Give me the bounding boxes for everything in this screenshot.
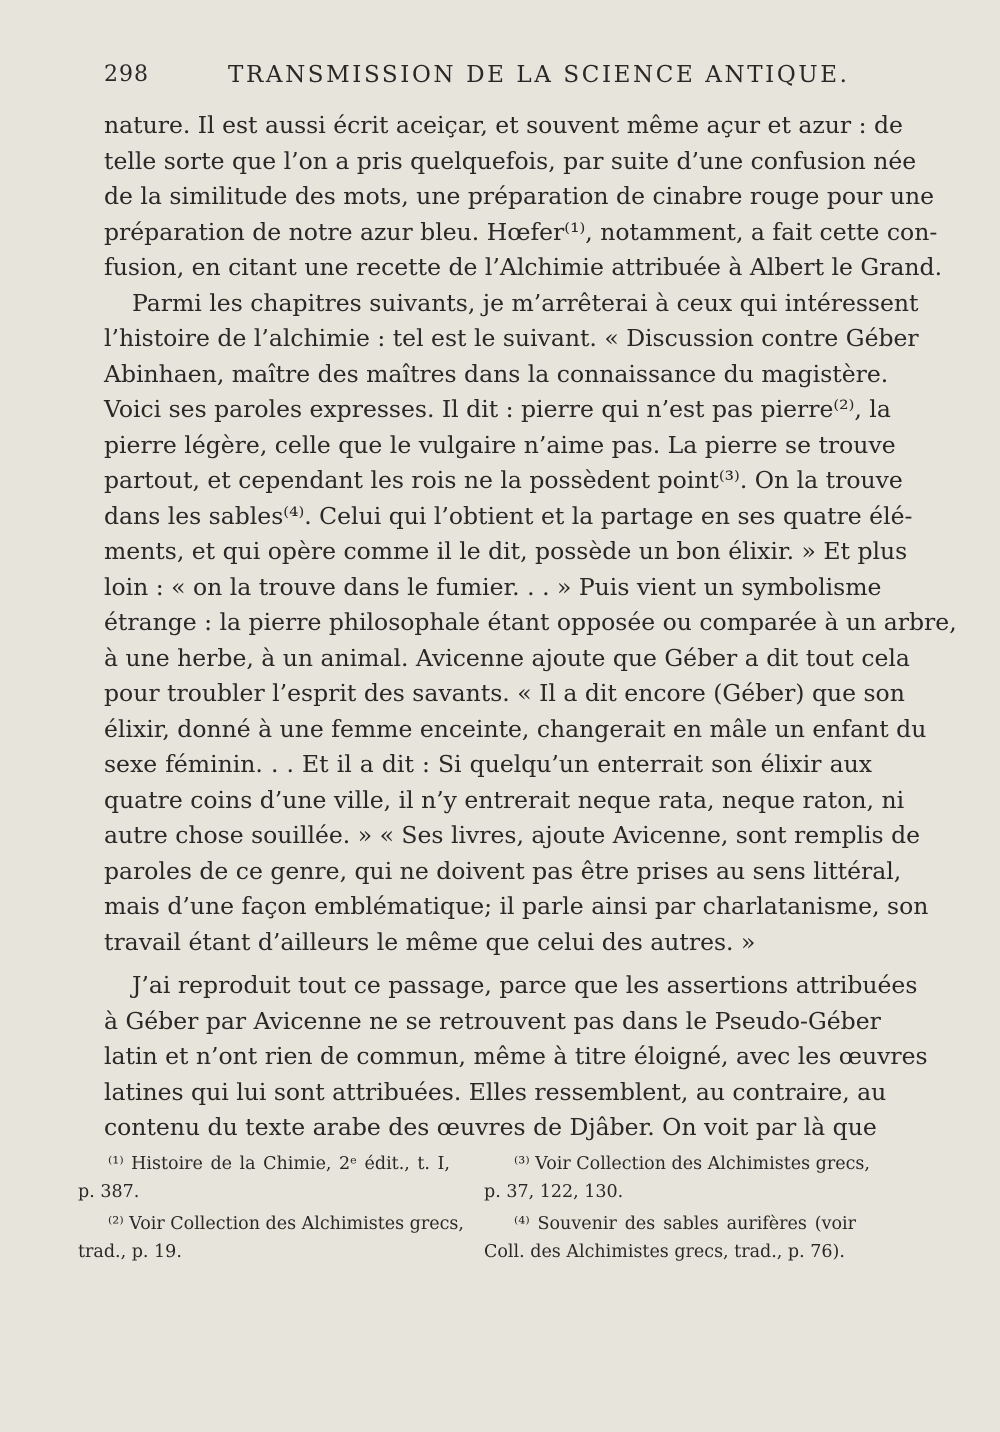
- body-line: l’histoire de l’alchimie : tel est le suivant. « Discussion contre Géber: [104, 324, 919, 352]
- body-line: J’ai reproduit tout ce passage, parce que les assertions attribuées: [132, 971, 918, 999]
- body-line: sexe féminin. . . Et il a dit : Si quelqu’un enterrait son élixir aux: [104, 750, 872, 778]
- body-line: telle sorte que l’on a pris quelquefois, par suite d’une confusion née: [104, 146, 917, 175]
- body-line: étrange : la pierre philosophale étant opposée ou comparée à un arbre,: [104, 608, 957, 636]
- body-line: de la similitude des mots, une préparation de cinabre rouge pour une: [104, 182, 935, 210]
- body-line: nature. Il est aussi écrit aceiçar, et souvent même açur et azur : de: [104, 111, 903, 139]
- footnotes: [78, 1150, 878, 1290]
- page-header: [104, 62, 874, 96]
- body-line: pour troubler l’esprit des savants. « Il a dit encore (Géber) que son: [104, 679, 905, 707]
- footnotes-right-column: [484, 1150, 870, 1266]
- body-line: à une herbe, à un animal. Avicenne ajoute que Géber a dit tout cela: [104, 643, 910, 672]
- body-line: mais d’une façon emblématique; il parle ainsi par charlatanisme, son: [104, 892, 929, 920]
- footnote-line: p. 387.: [78, 1182, 140, 1202]
- body-line: latin et n’ont rien de commun, même à titre éloigné, avec les œuvres: [104, 1042, 928, 1070]
- footnote-line: ⁽²⁾ Voir Collection des Alchimistes grecs,: [108, 1214, 464, 1234]
- body-line: autre chose souillée. » « Ses livres, ajoute Avicenne, sont remplis de: [104, 821, 921, 849]
- body-line: fusion, en citant une recette de l’Alchimie attribuée à Albert le Grand.: [104, 253, 943, 281]
- footnote-line: trad., p. 19.: [78, 1242, 182, 1262]
- body-line: paroles de ce genre, qui ne doivent pas être prises au sens littéral,: [104, 856, 902, 885]
- body-line: loin : « on la trouve dans le fumier. . . » Puis vient un symbolisme: [104, 572, 882, 601]
- paragraph-gap: [104, 960, 872, 968]
- footnote-line: p. 37, 122, 130.: [484, 1182, 624, 1202]
- body-line: Abinhaen, maître des maîtres dans la connaissance du magistère.: [104, 359, 889, 388]
- page-number: 298: [104, 62, 149, 87]
- body-line: Parmi les chapitres suivants, je m’arrêterai à ceux qui intéressent: [132, 288, 919, 317]
- body-line: préparation de notre azur bleu. Hœfer⁽¹⁾, notamment, a fait cette con-: [104, 217, 938, 246]
- footnote-line: ⁽³⁾ Voir Collection des Alchimistes grecs,: [514, 1154, 870, 1174]
- body-line: Voici ses paroles expresses. Il dit : pierre qui n’est pas pierre⁽²⁾, la: [104, 395, 891, 423]
- running-title: TRANSMISSION DE LA SCIENCE ANTIQUE.: [228, 62, 850, 88]
- body-line: dans les sables⁽⁴⁾. Celui qui l’obtient et la partage en ses quatre élé-: [104, 501, 913, 530]
- footnote-line: Coll. des Alchimistes grecs, trad., p. 76).: [484, 1242, 845, 1262]
- footnote-line: ⁽⁴⁾ Souvenir des sables aurifères (voir: [514, 1214, 856, 1234]
- footnote-line: ⁽¹⁾ Histoire de la Chimie, 2ᵉ édit., t. I,: [108, 1154, 450, 1174]
- footnotes-left-column: [78, 1150, 464, 1266]
- body-text: [104, 108, 957, 1146]
- body-line: à Géber par Avicenne ne se retrouvent pas dans le Pseudo-Géber: [104, 1006, 881, 1035]
- body-line: latines qui lui sont attribuées. Elles ressemblent, au contraire, au: [104, 1077, 887, 1106]
- body-line: quatre coins d’une ville, il n’y entrerait neque rata, neque raton, ni: [104, 785, 905, 814]
- body-line: ments, et qui opère comme il le dit, possède un bon élixir. » Et plus: [104, 537, 908, 565]
- body-line: contenu du texte arabe des œuvres de Djâber. On voit par là que: [104, 1113, 877, 1141]
- body-line: travail étant d’ailleurs le même que celui des autres. »: [104, 927, 756, 956]
- body-line: pierre légère, celle que le vulgaire n’aime pas. La pierre se trouve: [104, 430, 896, 459]
- body-line: partout, et cependant les rois ne la possèdent point⁽³⁾. On la trouve: [104, 466, 903, 494]
- body-line: élixir, donné à une femme enceinte, changerait en mâle un enfant du: [104, 714, 927, 743]
